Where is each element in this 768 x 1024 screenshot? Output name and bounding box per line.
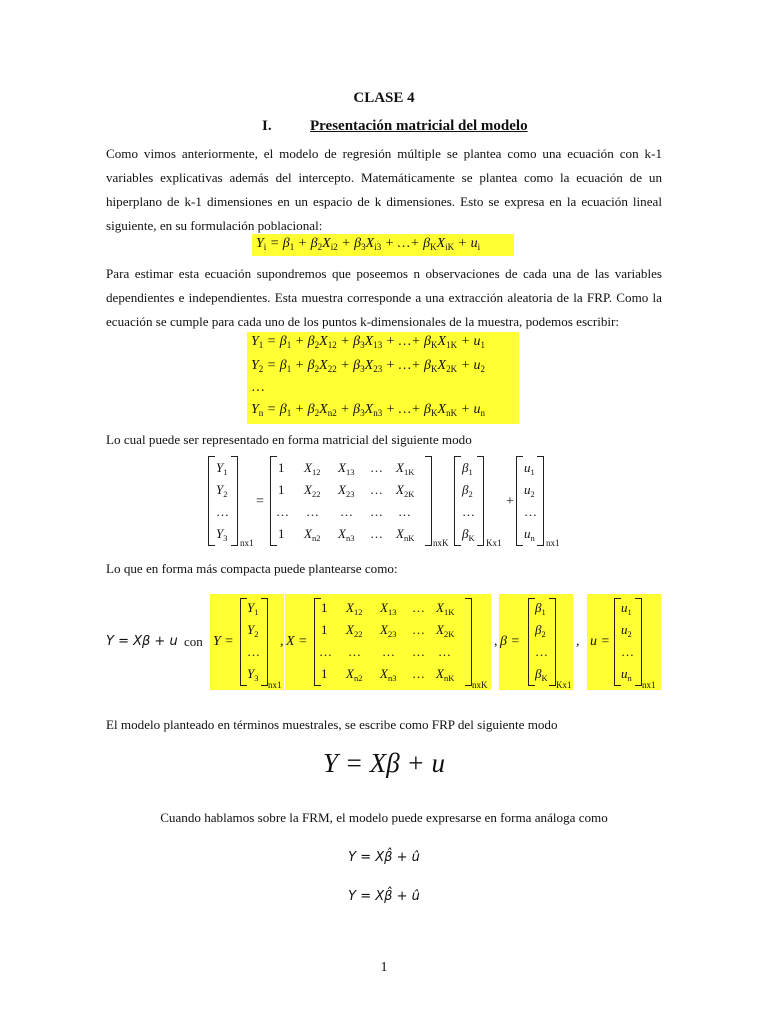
section-number: I.	[262, 118, 272, 134]
section-title: Presentación matricial del modelo	[310, 118, 528, 134]
frm-intro-text: Cuando hablamos sobre la FRM, el modelo puede expresarse en forma análoga como	[160, 810, 608, 825]
page-number: 1	[380, 960, 388, 975]
paragraph-intro: Como vimos anteriormente, el modelo de regresión múltiple se plantea como una ecuación con k-1 variables explicativas además del intercepto. Matemáticamente se plantea como la ecuación de un hiperplano de k-1 dimensiones en un espacio de k dimensiones. Esto se expresa en la ecuación lineal siguiente, en su formulación poblacional:	[106, 146, 662, 233]
sample-equations: $Y_1 = \beta_1 + \beta_2X_{12} + \beta_3X_{13}$ + …+ $\beta_KX_{1K} + u_1$ $Y_2 = \beta_1 + \beta_2X_{22} + \beta_3X_{23}$ + …+ $\beta_KX_{2K} + u_2$ … $Y_n = \beta_1 + \beta_2X_{n2} + \beta_3X_{n3}$ + …+ $\beta_KX_{nK} + u_n$	[247, 332, 519, 424]
matrix-intro-text: Lo cual puede ser representado en forma matricial del siguiente modo	[106, 432, 472, 447]
compact-intro-text: Lo que en forma más compacta puede plantearse como:	[106, 561, 398, 576]
u-vector: $u_1$ $u_2$ … $u_n$	[516, 456, 544, 546]
document-page: CLASE 4 I. Presentación matricial del modelo Como vimos anteriormente, el modelo de regresión múltiple se plantea como una ecuación con k-1 variables explicativas además del intercepto. Matemáticamente se plantea como la ecuación de un hiperplano de k-1 dimensiones en un espacio de k dimensiones. Esto se expresa en la ecuación lineal siguiente, en su formulación poblacional: $Y_i = \beta_1 + \beta_2X_{i2} + \beta_3X_{i3}$ + …+ $\beta_KX_{iK} + u_i$ Para estimar esta ecuación supondremos que poseemos n observaciones de cada una de las variables dependientes e independientes. Esta muestra corresponde a una extracción aleatoria de la FRP. Como la ecuación se cumple para cada uno de los puntos k-dimensionales de la muestra, podemos escribir: $Y_1 = \beta_1 + \beta_2X_{12} + \beta_3X_{13}$ + …+ $\beta_KX_{1K} + u_1$ $Y_2 = \beta_1 + \beta_2X_{22} + \beta_3X_{23}$ + …+ $\beta_KX_{2K} + u_2$ … $Y_n = \beta_1 + \beta_2X_{n2} + \beta_3X_{n3}$ + …+ $\beta_KX_{nK} + u_n$ Lo cual puede ser representado en forma matricial del siguiente modo $Y_1$ $Y_2$ … $Y_3$ nx1 = 1 $X_{12}$ $X_{13}$ … $X_{1K}$ 1 $X_{22}$ $X_{23}$ … $X_{2K}$ … … … … … 1 $X_{n2}$ $X_{n3}$ … $X_{nK}$ nxK $\beta_1$ $\beta_2$ … $\beta_K$ Kx1 + $u_1$ $u_2$ … $u_n$ nx1 Lo que en forma más compacta puede plantearse como: Y = Xβ + u con Y = $Y_1$ $Y_2$ … $Y_3$ nx1 , X = 1 $X_{12}$ $X_{13}$ … $X_{1K}$ 1 $X_{22}$ $X_{23}$ … $X_{2K}$ … … … … … 1 $X_{n2}$ $X_{n3}$ … $X_{nK}$ nxK , β = $\beta_1$ $\beta_2$ … $\beta_K$ Kx1 , u = $u_1$ $u_2$ … $u_n$ nx1 El modelo planteado en términos muestrales, se escribe como FRP del siguiente modo Y = Xβ + u Cuando hablamos sobre la FRM, el modelo puede expresarse en forma análoga como Y = Xβ̂ + û Y = Xβ̂ + û 1	[0, 0, 768, 1024]
frm-equation-2: Y = Xβ̂ + û	[348, 889, 420, 904]
population-equation: $Y_i = \beta_1 + \beta_2X_{i2} + \beta_3X_{i3}$ + …+ $\beta_KX_{iK} + u_i$	[252, 234, 514, 256]
frm-equation-1: Y = Xβ̂ + û	[348, 850, 420, 865]
paragraph-sample: Para estimar esta ecuación supondremos que poseemos n observaciones de cada una de las variables dependientes e independientes. Esta muestra corresponde a una extracción aleatoria de la FRP. Como la ecuación se cumple para cada uno de los puntos k-dimensionales de la muestra, podemos escribir:	[106, 266, 662, 329]
con-label: con	[184, 634, 203, 649]
frp-equation: Y = Xβ + u	[323, 748, 445, 778]
page-title: CLASE 4	[353, 90, 415, 106]
frp-intro-text: El modelo planteado en términos muestrales, se escribe como FRP del siguiente modo	[106, 717, 558, 732]
beta-vector: $\beta_1$ $\beta_2$ … $\beta_K$	[454, 456, 484, 546]
y-vector: $Y_1$ $Y_2$ … $Y_3$	[208, 456, 238, 546]
x-matrix: 1 $X_{12}$ $X_{13}$ … $X_{1K}$ 1 $X_{22}$ $X_{23}$ … $X_{2K}$ … … … … … 1 $X_{n2}$ $X_{n3}$ … $X_{nK}$	[270, 456, 432, 546]
